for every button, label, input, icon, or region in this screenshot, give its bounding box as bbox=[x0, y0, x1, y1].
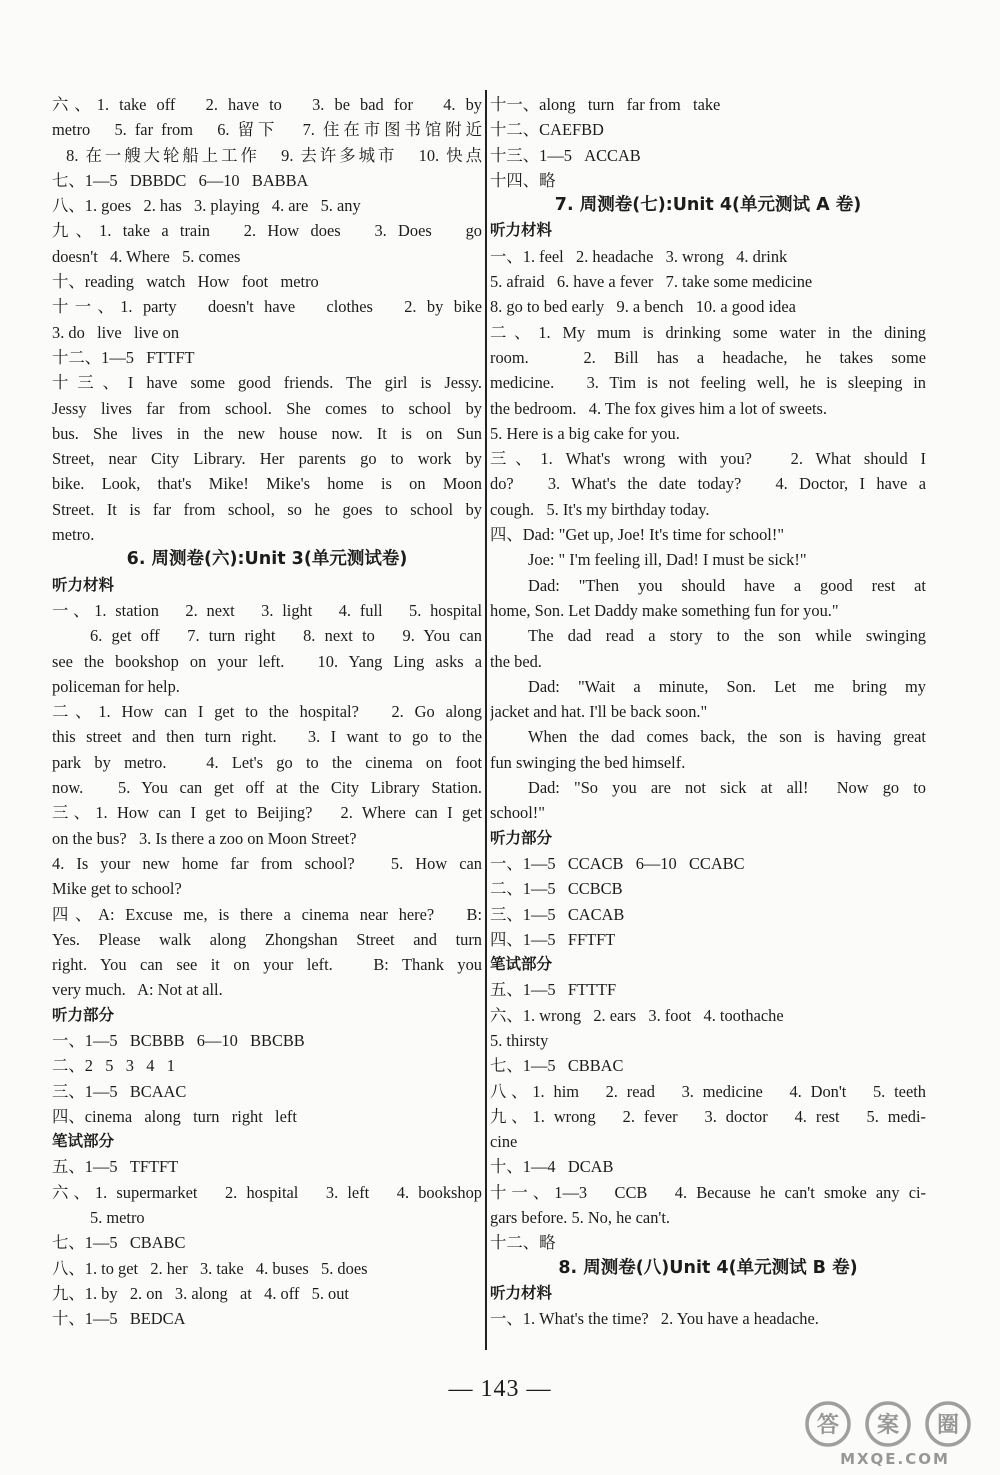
left-line-48: 九、1. by 2. on 3. along at 4. off 5. out bbox=[52, 1283, 349, 1303]
left-line-39: 二、2 5 3 4 1 bbox=[52, 1056, 175, 1076]
left-line-6: 九、1. take a train 2. How does 3. Does go bbox=[52, 221, 482, 241]
right-line-6: 听力材料 bbox=[490, 221, 553, 240]
left-line-11: 十二、1—5 FTTFT bbox=[52, 347, 195, 367]
right-line-37: 六、1. wrong 2. ears 3. foot 4. toothache bbox=[490, 1005, 784, 1025]
right-line-15: 三、1. What's wrong with you? 2. What should I bbox=[490, 449, 926, 469]
left-line-43: 五、1—5 TFTFT bbox=[52, 1157, 179, 1177]
left-line-26: this street and then turn right. 3. I want to go to the bbox=[52, 727, 482, 747]
right-line-5: 7. 周测卷(七):Unit 4(单元测试 A 卷) bbox=[554, 195, 862, 216]
right-line-49: 一、1. What's the time? 2. You have a headache. bbox=[490, 1309, 819, 1329]
right-line-43: 十、1—4 DCAB bbox=[490, 1157, 614, 1177]
left-line-16: bike. Look, that's Mike! Mike's home is on Moon bbox=[52, 474, 482, 494]
left-line-18: metro. bbox=[52, 525, 95, 545]
right-line-47: 8. 周测卷(八)Unit 4(单元测试 B 卷) bbox=[558, 1257, 858, 1278]
left-line-30: on the bus? 3. Is there a zoo on Moon Street? bbox=[52, 828, 357, 848]
watermark-char-3: 圈 bbox=[936, 1413, 960, 1438]
left-line-46: 七、1—5 CBABC bbox=[52, 1233, 186, 1253]
right-line-20: Dad: "Then you should have a good rest at bbox=[528, 575, 926, 595]
right-line-10: 二、1. My mum is drinking some water in the dining bbox=[490, 322, 926, 342]
right-line-21: home, Son. Let Daddy make something fun for you." bbox=[490, 600, 839, 620]
right-line-24: Dad: "Wait a minute, Son. Let me bring my bbox=[528, 676, 926, 696]
left-line-9: 十一、1. party doesn't have clothes 2. by bike bbox=[52, 297, 482, 317]
left-line-10: 3. do live live on bbox=[52, 322, 180, 342]
watermark-logo bbox=[800, 1398, 990, 1470]
right-line-28: Dad: "So you are not sick at all! Now go to bbox=[528, 778, 926, 798]
right-line-16: do? 3. What's the date today? 4. Doctor, I have a bbox=[490, 474, 926, 494]
right-line-35: 笔试部分 bbox=[490, 955, 553, 974]
right-line-23: the bed. bbox=[490, 651, 542, 671]
left-line-14: bus. She lives in the new house now. It is on Sun bbox=[52, 423, 482, 443]
right-line-18: 四、Dad: "Get up, Joe! It's time for school!" bbox=[490, 525, 785, 545]
right-line-36: 五、1—5 FTTTF bbox=[490, 980, 617, 1000]
watermark-char-2: 案 bbox=[876, 1413, 900, 1438]
left-line-3: 8. 在一艘大轮船上工作 9. 去许多城市 10. 快点 bbox=[52, 145, 482, 165]
right-line-22: The dad read a story to the son while swinging bbox=[528, 626, 926, 646]
left-line-32: Mike get to school? bbox=[52, 879, 182, 899]
right-line-7: 一、1. feel 2. headache 3. wrong 4. drink bbox=[490, 246, 788, 266]
right-line-31: 一、1—5 CCACB 6—10 CCABC bbox=[490, 853, 745, 873]
left-line-5: 八、1. goes 2. has 3. playing 4. are 5. any bbox=[52, 196, 361, 216]
left-line-2: metro 5. far from 6. 留下 7. 住在市图书馆附近 bbox=[52, 120, 482, 140]
left-line-13: Jessy lives far from school. She comes to school by bbox=[52, 398, 482, 418]
left-line-49: 十、1—5 BEDCA bbox=[52, 1309, 186, 1329]
left-line-44: 六、1. supermarket 2. hospital 3. left 4. bookshop bbox=[52, 1182, 482, 1202]
left-line-8: 十、reading watch How foot metro bbox=[52, 272, 319, 292]
left-line-33: 四、A: Excuse me, is there a cinema near here? B: bbox=[52, 904, 482, 924]
right-line-2: 十二、CAEFBD bbox=[490, 120, 604, 140]
right-line-42: cine bbox=[490, 1132, 518, 1152]
column-divider bbox=[485, 90, 487, 1350]
right-line-30: 听力部分 bbox=[490, 828, 553, 847]
right-line-12: medicine. 3. Tim is not feeling well, he is sleeping in bbox=[490, 373, 926, 393]
right-line-40: 八、1. him 2. read 3. medicine 4. Don't 5. teeth bbox=[490, 1081, 926, 1101]
left-line-4: 七、1—5 DBBDC 6—10 BABBA bbox=[52, 170, 309, 190]
right-line-1: 十一、along turn far from take bbox=[490, 95, 721, 114]
right-line-26: When the dad comes back, the son is having great bbox=[528, 727, 926, 747]
left-line-29: 三、1. How can I get to Beijing? 2. Where can I get bbox=[52, 803, 482, 823]
left-line-38: 一、1—5 BCBBB 6—10 BBCBB bbox=[52, 1030, 305, 1050]
right-line-13: the bedroom. 4. The fox gives him a lot of sweets. bbox=[490, 398, 828, 418]
left-line-12: 十三、I have some good friends. The girl is Jessy. bbox=[52, 373, 482, 393]
left-line-25: 二、1. How can I get to the hospital? 2. Go along bbox=[52, 702, 482, 722]
left-line-47: 八、1. to get 2. her 3. take 4. buses 5. does bbox=[52, 1258, 368, 1278]
right-line-38: 5. thirsty bbox=[490, 1030, 549, 1050]
right-line-41: 九、1. wrong 2. fever 3. doctor 4. rest 5. medi- bbox=[490, 1106, 926, 1126]
left-line-15: Street, near City Library. Her parents go to work by bbox=[52, 449, 482, 469]
right-line-48: 听力材料 bbox=[490, 1283, 553, 1302]
left-line-23: see the bookshop on your left. 10. Yang Ling asks a bbox=[52, 651, 482, 671]
left-line-1: 六、1. take off 2. have to 3. be bad for 4. by bbox=[52, 95, 482, 114]
right-line-25: jacket and hat. I'll be back soon." bbox=[490, 702, 708, 722]
left-line-28: now. 5. You can get off at the City Library Station. bbox=[52, 778, 482, 798]
left-line-35: right. You can see it on your left. B: Thank you bbox=[52, 955, 482, 975]
right-line-44: 十一、1—3 CCB 4. Because he can't smoke any ci- bbox=[490, 1182, 926, 1202]
right-line-3: 十三、1—5 ACCAB bbox=[490, 145, 641, 165]
left-line-7: doesn't 4. Where 5. comes bbox=[52, 246, 241, 266]
right-line-17: cough. 5. It's my birthday today. bbox=[490, 499, 710, 519]
left-line-17: Street. It is far from school, so he goes to school by bbox=[52, 499, 482, 519]
left-line-42: 笔试部分 bbox=[52, 1132, 115, 1151]
right-line-4: 十四、略 bbox=[490, 170, 556, 190]
right-line-46: 十二、略 bbox=[490, 1233, 556, 1253]
right-line-29: school!" bbox=[490, 803, 545, 823]
left-line-41: 四、cinema along turn right left bbox=[52, 1106, 297, 1126]
left-line-21: 一、1. station 2. next 3. light 4. full 5. hospital bbox=[52, 600, 482, 620]
left-line-45: 5. metro bbox=[90, 1208, 145, 1228]
left-line-36: very much. A: Not at all. bbox=[52, 980, 223, 1000]
right-line-9: 8. go to bed early 9. a bench 10. a good idea bbox=[490, 297, 796, 317]
left-column bbox=[52, 92, 482, 1332]
right-line-19: Joe: " I'm feeling ill, Dad! I must be sick!" bbox=[528, 550, 807, 570]
left-line-31: 4. Is your new home far from school? 5. How can bbox=[52, 853, 482, 873]
left-line-19: 6. 周测卷(六):Unit 3(单元测试卷) bbox=[126, 549, 408, 570]
right-line-11: room. 2. Bill has a headache, he takes some bbox=[490, 347, 926, 367]
right-line-34: 四、1—5 FFTFT bbox=[490, 929, 616, 949]
left-line-27: park by metro. 4. Let's go to the cinema on foot bbox=[52, 752, 482, 772]
right-line-32: 二、1—5 CCBCB bbox=[490, 879, 623, 899]
watermark-char-1: 答 bbox=[816, 1413, 840, 1438]
right-line-45: gars before. 5. No, he can't. bbox=[490, 1208, 670, 1228]
left-line-20: 听力材料 bbox=[52, 575, 115, 594]
right-line-8: 5. afraid 6. have a fever 7. take some medicine bbox=[490, 272, 813, 292]
watermark-url: MXQE.COM bbox=[840, 1450, 950, 1468]
right-line-27: fun swinging the bed himself. bbox=[490, 752, 686, 772]
right-line-33: 三、1—5 CACAB bbox=[490, 904, 625, 924]
right-line-39: 七、1—5 CBBAC bbox=[490, 1056, 624, 1076]
page-number: — 143 — bbox=[448, 1376, 552, 1402]
left-line-22: 6. get off 7. turn right 8. next to 9. You can bbox=[90, 626, 482, 646]
left-line-37: 听力部分 bbox=[52, 1005, 115, 1024]
left-line-24: policeman for help. bbox=[52, 676, 180, 696]
left-line-40: 三、1—5 BCAAC bbox=[52, 1081, 187, 1101]
right-column bbox=[490, 92, 926, 1332]
left-line-34: Yes. Please walk along Zhongshan Street and turn bbox=[52, 929, 482, 949]
right-line-14: 5. Here is a big cake for you. bbox=[490, 423, 680, 443]
